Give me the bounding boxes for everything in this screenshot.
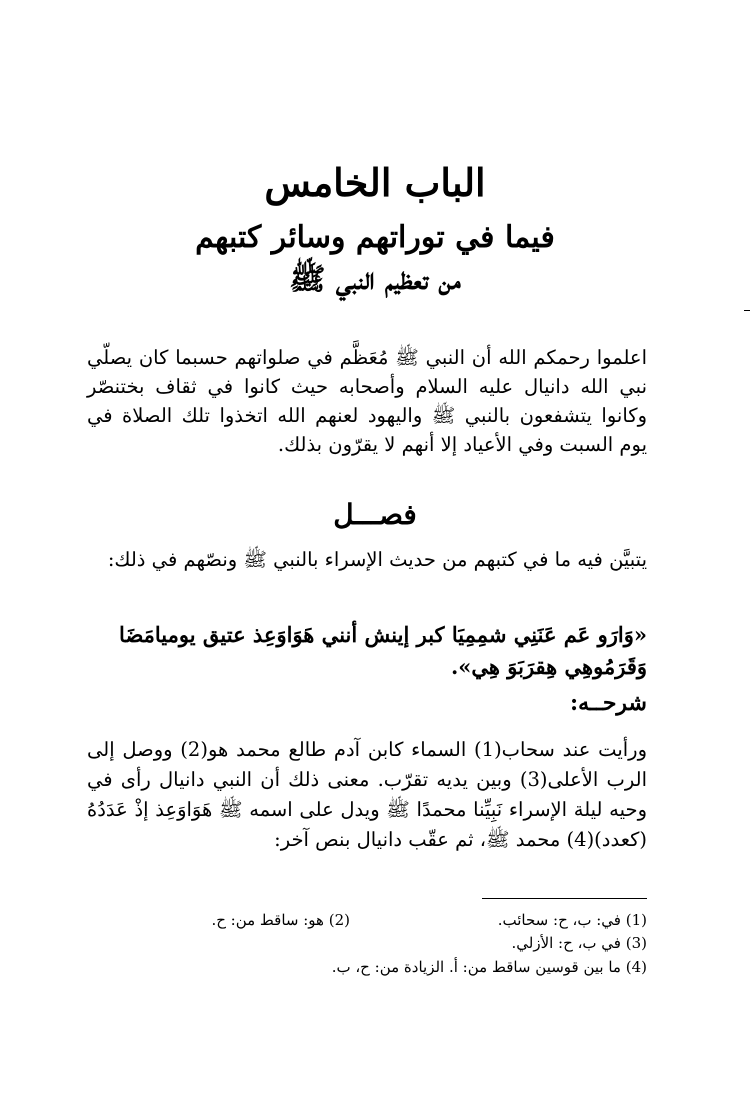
footnote-2: (2) هو: ساقط من: ح. (211, 911, 350, 929)
footnote-3: (3) في ب، ح: الأزلي. (511, 934, 647, 952)
commentary-paragraph: ورأيت عند سحاب(1) السماء كابن آدم طالع محمد هو(2) ووصل إلى الرب الأعلى(3) وبين يديه تقرّب. معنى ذلك أن النبي دانيال رأى في وحيه ليلة الإسراء نَبِيِّنا محمدًا ﷺ ويدل على اسمه ﷺ هَوَاوَعِذ إذْ عَدَدُهُ (كعدد)(4) محمد ﷺ، ثم عقّب دانيال بنص آخر: (87, 738, 648, 851)
footnote-divider (482, 898, 647, 899)
section-title: فصـــل (333, 498, 417, 531)
footnote-4: (4) ما بين قوسين ساقط من: أ. الزيادة من: ح، ب. (331, 958, 647, 976)
chapter-subtitle-line-1: فيما في توراتهم وسائر كتبهم (195, 220, 555, 255)
footnote-1: (1) في: ب، ح: سحائب. (497, 911, 647, 929)
margin-tick (744, 310, 750, 311)
chapter-title: الباب الخامس (264, 160, 486, 205)
commentary-label: شرحــه: (570, 690, 647, 716)
section-intro-paragraph: يتبيَّن فيه ما في كتبهم من حديث الإسراء بالنبي ﷺ ونصّهم في ذلك: (107, 548, 647, 571)
intro-paragraph: اعلموا رحمكم الله أن النبي ﷺ مُعَظَّم في صلواتهم حسبما كان يصلّي نبي الله دانيال عليه السلام وأصحابه حيث كانوا في ثقاف بختنصّر وكانوا يتشفعون بالنبي ﷺ واليهود لعنهم الله اتخذوا تلك الصلاة في يوم السبت وفي الأعياد إلا أنهم لا يقرّون بذلك. (87, 346, 647, 456)
chapter-subtitle-line-2: من تعظيم النبي ﷺ (289, 262, 461, 297)
quoted-text: «وَارَو عَم عَنَنِي شمِمِيَا كبر إينش أنني هَوَاوَعِذ عتيق يوميامَضَا وَقَرَمُوهِي هِقرَبَوَ هِي». (119, 622, 647, 679)
